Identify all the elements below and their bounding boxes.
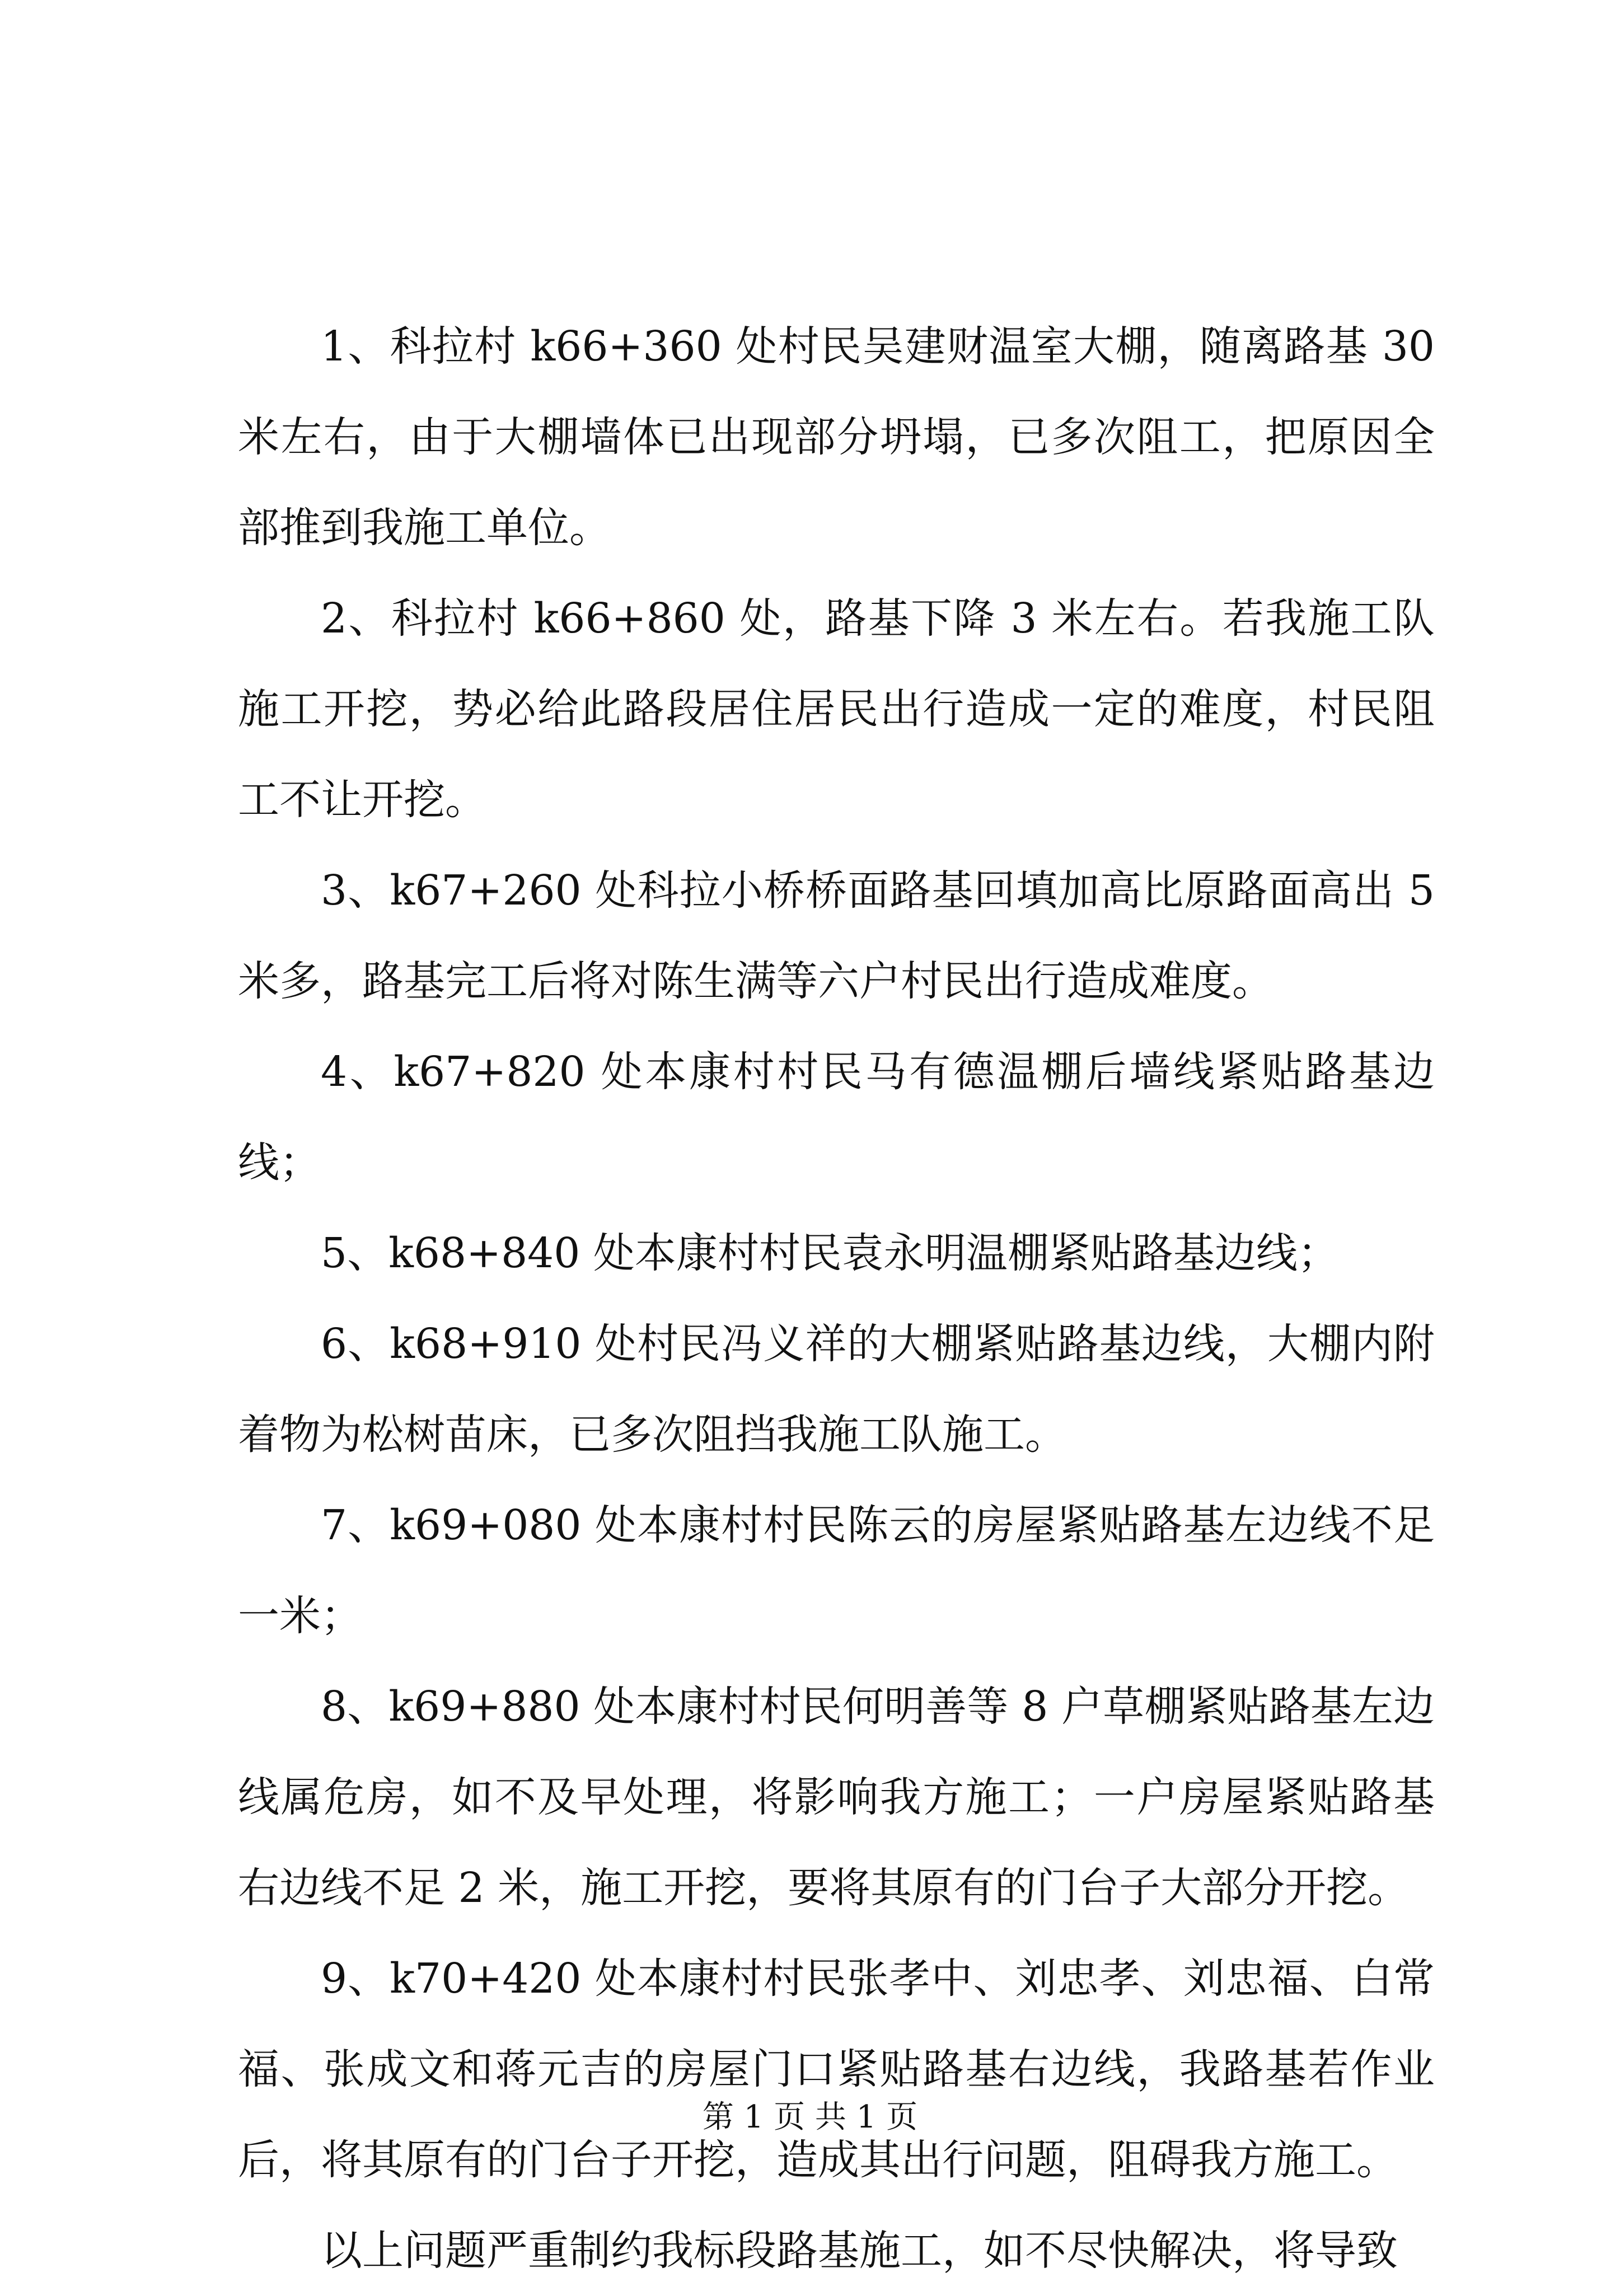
paragraph-1: 1、科拉村 k66+360 处村民吴建财温室大棚，随离路基 30 米左右，由于大棚墙体已出现部分坍塌，已多次阻工，把原因全部推到我施工单位。: [238, 322, 1435, 552]
paragraph-9: 9、k70+420 处本康村村民张孝中、刘忠孝、刘忠福、白常福、张成文和蒋元吉的房屋门口紧贴路基右边线，我路基若作业后，将其原有的门台子开挖，造成其出行问题，阻碍我方施工。: [238, 1955, 1435, 2184]
paragraph-3: 3、k67+260 处科拉小桥桥面路基回填加高比原路面高出 5 米多，路基完工后将对陈生满等六户村民出行造成难度。: [238, 866, 1435, 1005]
paragraph-7: 7、k69+080 处本康村村民陈云的房屋紧贴路基左边线不足一米；: [238, 1501, 1435, 1640]
paragraph-4: 4、k67+820 处本康村村民马有德温棚后墙线紧贴路基边线；: [238, 1048, 1435, 1187]
paragraph-6: 6、k68+910 处村民冯义祥的大棚紧贴路基边线，大棚内附着物为松树苗床，已多次阻挡我施工队施工。: [238, 1320, 1435, 1459]
paragraph-2: 2、科拉村 k66+860 处，路基下降 3 米左右。若我施工队施工开挖，势必给此路段居住居民出行造成一定的难度，村民阻工不让开挖。: [238, 594, 1435, 824]
paragraph-5: 5、k68+840 处本康村村民袁永明温棚紧贴路基边线；: [321, 1229, 1339, 1277]
page-footer: [0, 2098, 1620, 2137]
paragraph-8: 8、k69+880 处本康村村民何明善等 8 户草棚紧贴路基左边线属危房，如不及早处理，将影响我方施工；一户房屋紧贴路基右边线不足 2 米，施工开挖，要将其原有的门台子大部分开挖。: [238, 1683, 1435, 1912]
paragraph-conclusion: 以上问题严重制约我标段路基施工，如不尽快解决，将导致: [321, 2227, 1398, 2275]
page-number-label: 第 1 页 共 1 页: [702, 2099, 918, 2135]
document-body: [238, 301, 1435, 2296]
